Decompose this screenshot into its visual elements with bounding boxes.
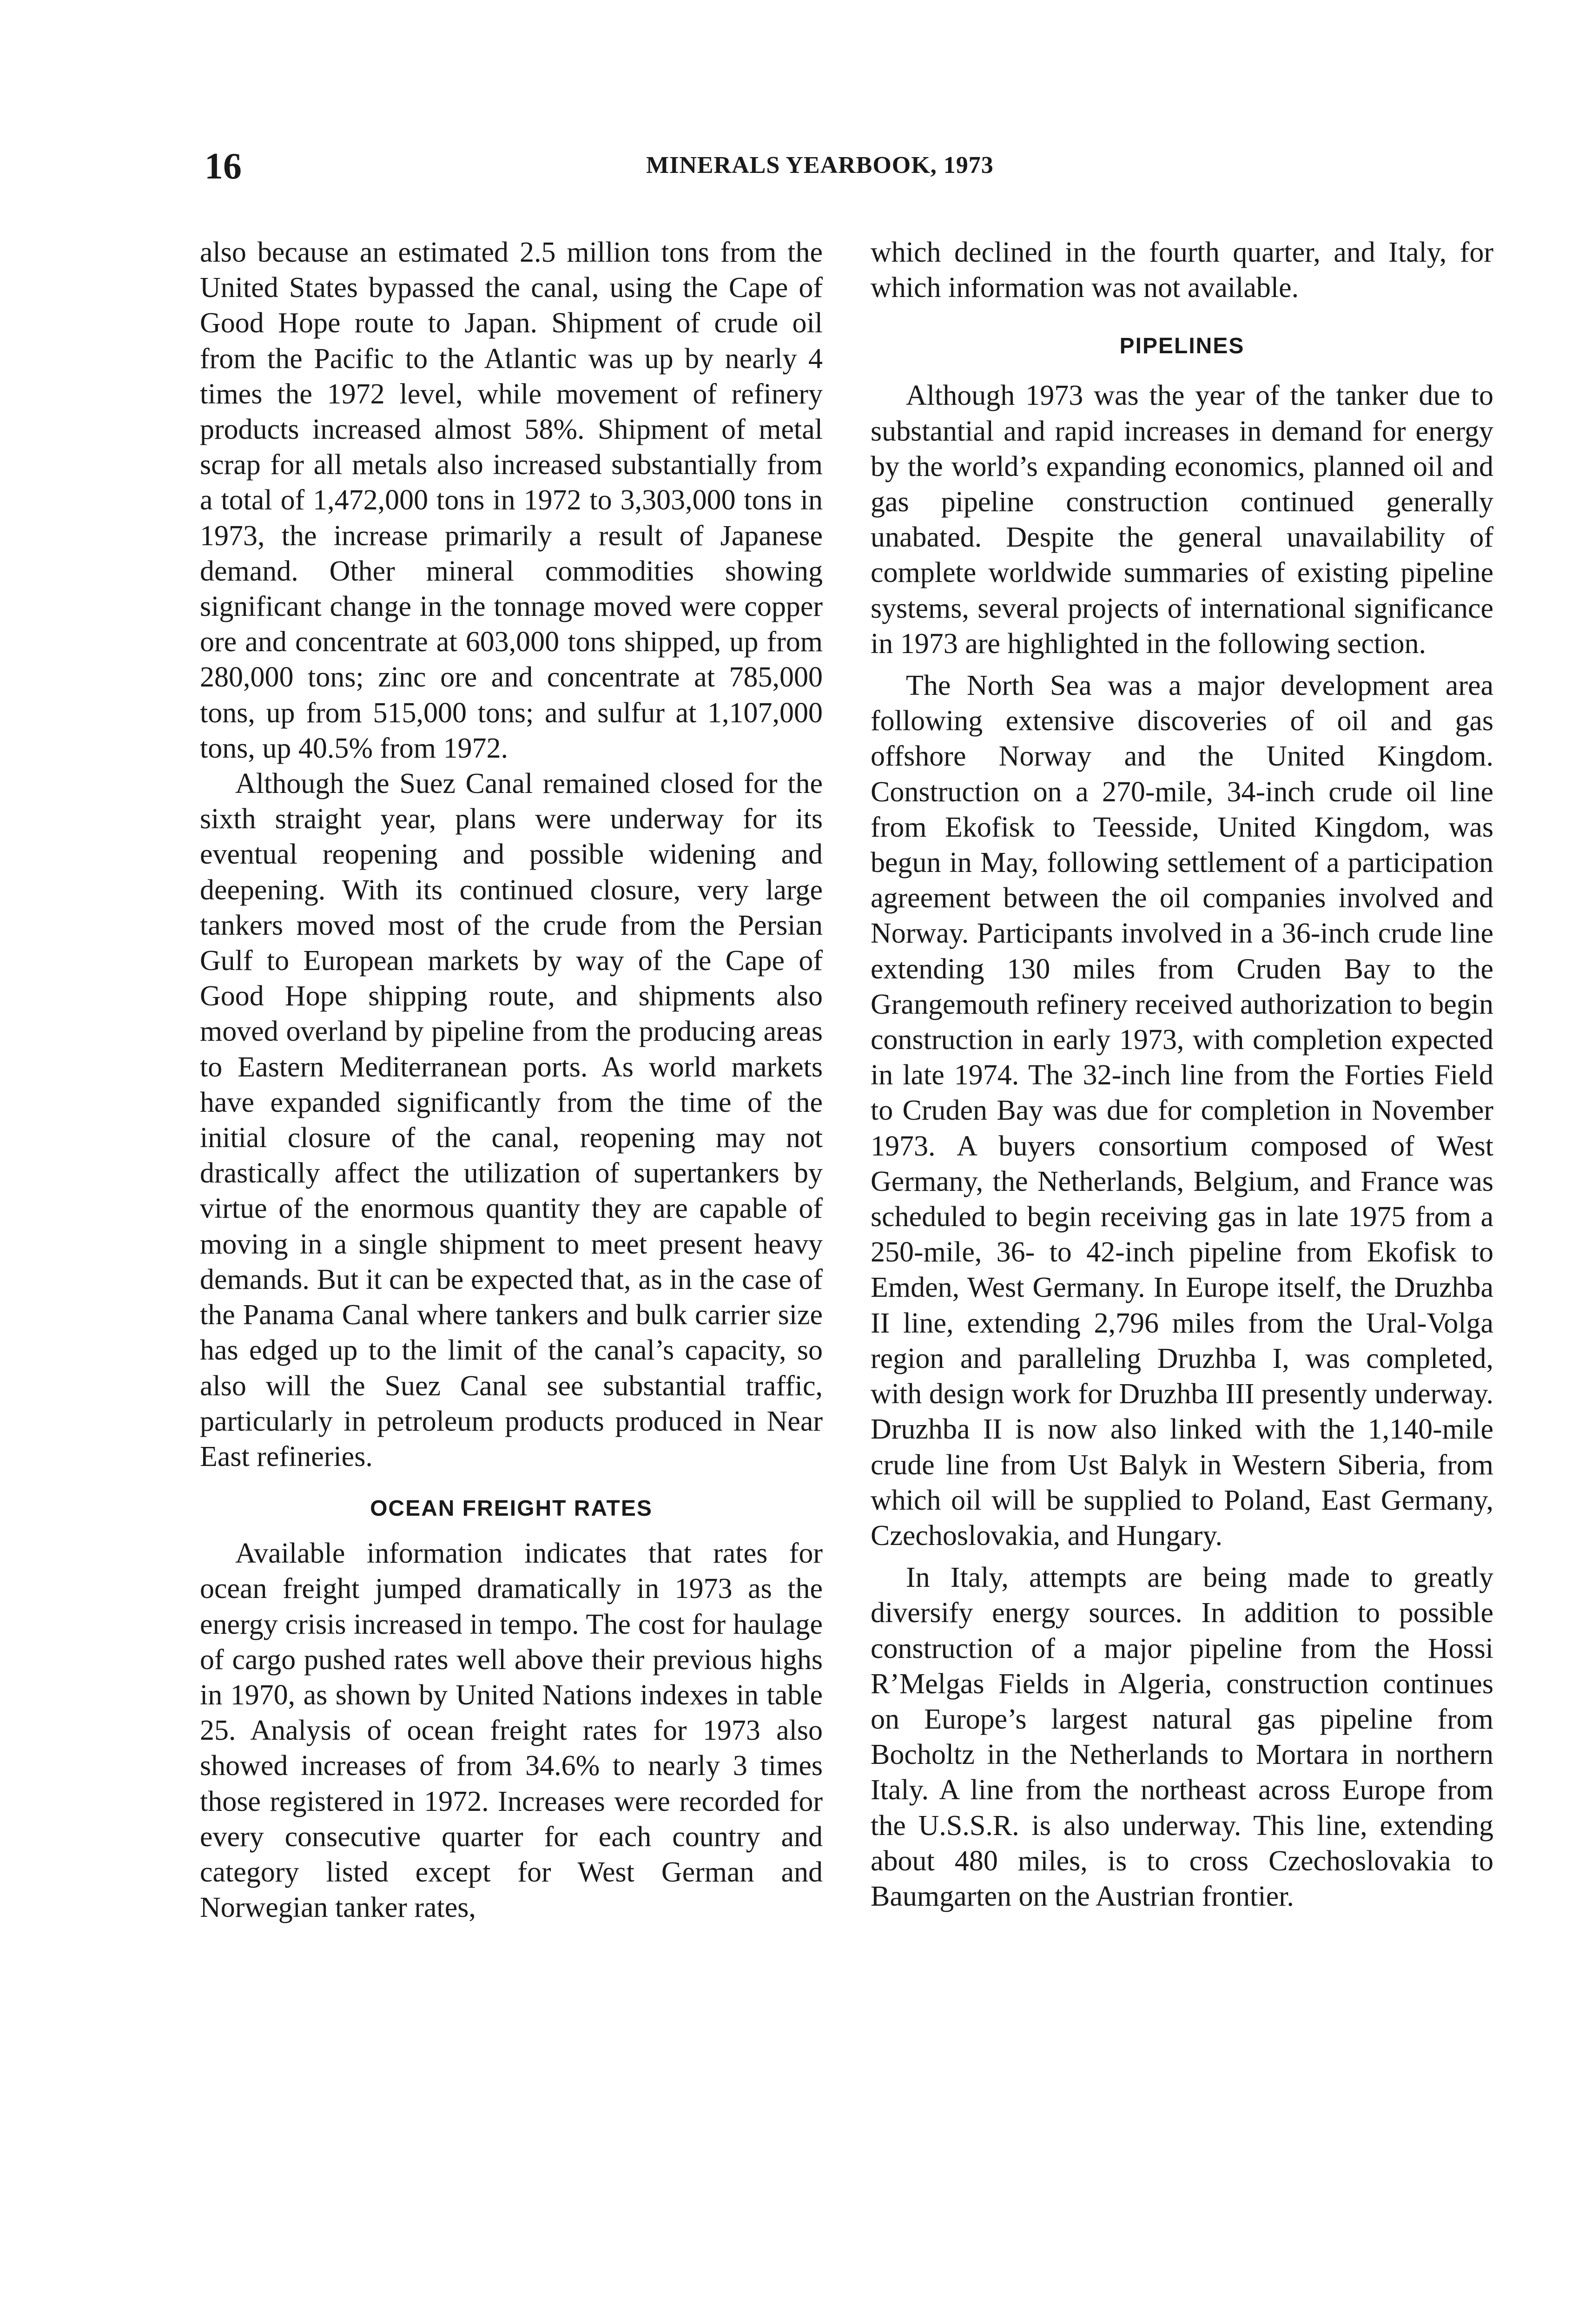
left-paragraph-continued: also because an estimated 2.5 million tons from the United States bypassed the canal, using the Cape of Good Hope route to Japan. Shipment of crude oil from the Pacific to the Atlantic was up by nearly 4 times the 1972 level, while movement of refinery products increased almost 58%. Shipment of metal scrap for all metals also increased substantially from a total of 1,472,000 tons in 1972 to 3,303,000 tons in 1973, the increase primarily a result of Japanese demand. Other mineral commodities showing significant change in the tonnage moved were copper ore and concentrate at 603,000 tons shipped, up from 280,000 tons; zinc ore and concentrate at 785,000 tons, up from 515,000 tons; and sulfur at 1,107,000 tons, up 40.5% from 1972. (200, 237, 823, 764)
right-paragraph-continued: which declined in the fourth quarter, and Italy, for which information was not available. (871, 237, 1493, 304)
right-column (871, 235, 1493, 1914)
right-paragraph-italy: In Italy, attempts are being made to greatly diversify energy sources. In addition to possible construction of a major pipeline from the Hossi R’Melgas Fields in Algeria, construction continues on Europe’s largest natural gas pipeline from Bocholtz in the Netherlands to Mortara in northern Italy. A line from the northeast across Europe from the U.S.S.R. is also underway. This line, extending about 480 miles, is to cross Czechoslovakia to Baumgarten on the Austrian frontier. (871, 1562, 1493, 1912)
right-paragraph-north-sea: The North Sea was a major development area following extensive discoveries of oil and gas offshore Norway and the United Kingdom. Construction on a 270-mile, 34-inch crude oil line from Ekofisk to Teesside, United Kingdom, was begun in May, following settlement of a participation agreement between the oil companies involved and Norway. Participants involved in a 36-inch crude line extending 130 miles from Cruden Bay to the Grangemouth refinery received authorization to begin construction in early 1973, with completion expected in late 1974. The 32-inch line from the Forties Field to Cruden Bay was due for completion in November 1973. A buyers consortium composed of West Germany, the Netherlands, Belgium, and France was scheduled to begin receiving gas in late 1975 from a 250-mile, 36- to 42-inch pipeline from Ekofisk to Emden, West Germany. In Europe itself, the Druzhba II line, extending 2,796 miles from the Ural-Volga region and paralleling Druzhba I, was completed, with design work for Druzhba III presently underway. Druzhba II is now also linked with the 1,140-mile crude line from Ust Balyk in Western Siberia, from which oil will be supplied to Poland, East Germany, Czechoslovakia, and Hungary. (871, 670, 1493, 1552)
page-number: 16 (205, 146, 242, 187)
section-heading-ocean-freight-rates: OCEAN FREIGHT RATES (370, 1496, 653, 1521)
section-heading-pipelines: PIPELINES (1119, 334, 1245, 359)
left-column (200, 235, 823, 1925)
right-paragraph-pipelines-intro: Although 1973 was the year of the tanker due to substantial and rapid increases in demand for energy by the world’s expanding economics, planned oil and gas pipeline construction continued generally unabated. Despite the general unavailability of complete worldwide summaries of existing pipeline systems, several projects of international significance in 1973 are highlighted in the following section. (871, 380, 1493, 660)
left-paragraph-suez-canal: Although the Suez Canal remained closed for the sixth straight year, plans were underway for its eventual reopening and possible widening and deepening. With its continued closure, very large tankers moved most of the crude from the Persian Gulf to European markets by way of the Cape of Good Hope shipping route, and shipments also moved overland by pipeline from the producing areas to Eastern Mediterranean ports. As world markets have expanded significantly from the time of the initial closure of the canal, reopening may not drastically affect the utilization of supertankers by virtue of the enormous quantity they are capable of moving in a single shipment to meet present heavy demands. But it can be expected that, as in the case of the Panama Canal where tankers and bulk carrier size has edged up to the limit of the canal’s capacity, so also will the Suez Canal see substantial traffic, particularly in petroleum products produced in Near East refineries. (200, 768, 823, 1472)
running-title: MINERALS YEARBOOK, 1973 (646, 152, 994, 178)
left-paragraph-ocean-freight: Available information indicates that rates for ocean freight jumped dramatically in 1973 as the energy crisis increased in tempo. The cost for haulage of cargo pushed rates well above their previous highs in 1970, as shown by United Nations indexes in table 25. Analysis of ocean freight rates for 1973 also showed increases of from 34.6% to nearly 3 times those registered in 1972. Increases were recorded for every consecutive quarter for each country and category listed except for West German and Norwegian tanker rates, (200, 1538, 823, 1924)
